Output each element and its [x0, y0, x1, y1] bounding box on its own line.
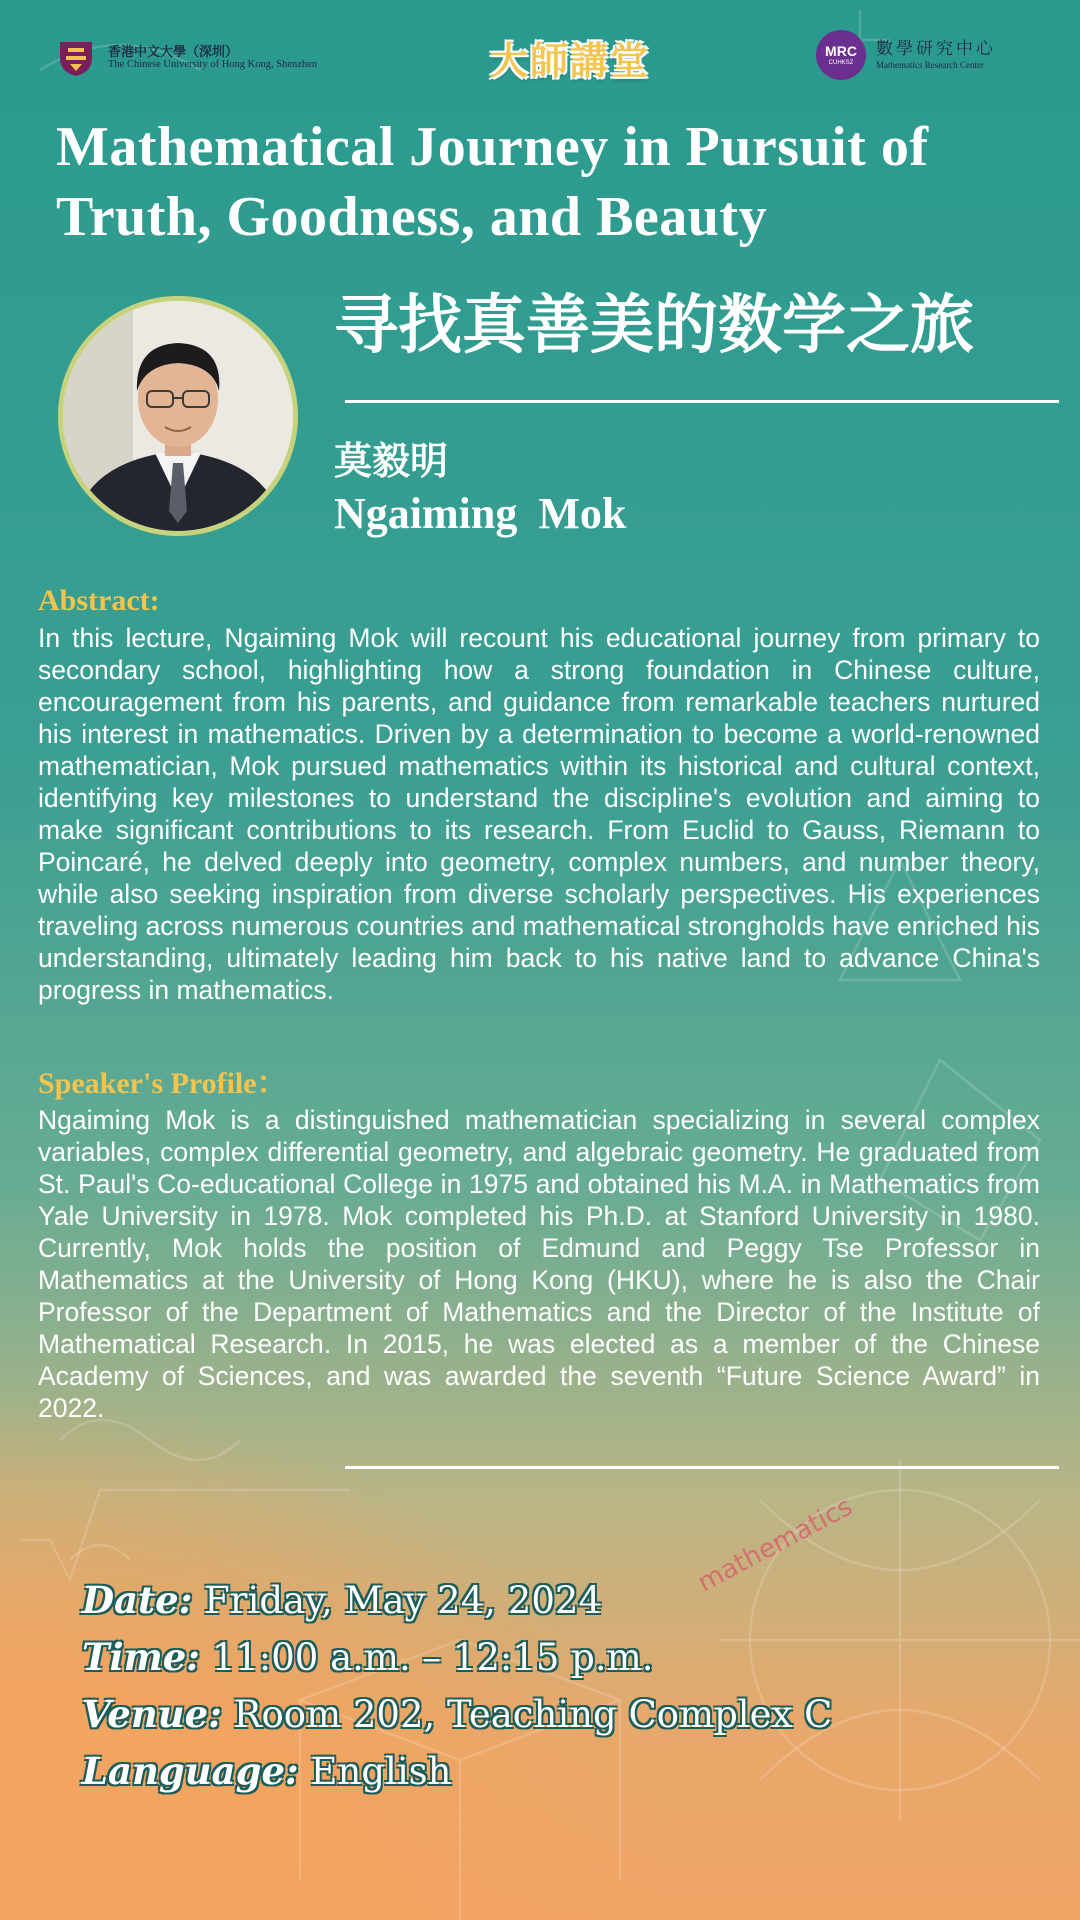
- divider-top: [345, 400, 1059, 403]
- series-logo: 大師講堂: [489, 39, 650, 83]
- venue-label: Venue:: [82, 1692, 222, 1736]
- venue-value: Room 202, Teaching Complex C: [233, 1693, 833, 1736]
- time-label: Time:: [82, 1635, 200, 1679]
- mrc-logo: [816, 30, 1046, 80]
- language-label: Language:: [82, 1749, 299, 1793]
- mrc-badge-icon: MRC CUHKSZ: [816, 30, 866, 80]
- speaker-name-en: Ngaiming Mok: [334, 489, 627, 538]
- speaker-name-cn: 莫毅明: [334, 438, 449, 483]
- event-details: [82, 1572, 832, 1800]
- date-label: Date:: [82, 1578, 193, 1622]
- lecture-title-en: Mathematical Journey in Pursuit of Truth, Goodness, and Beauty: [56, 116, 929, 248]
- math-doodle-word: mathematics: [692, 1491, 858, 1599]
- lecture-title-cn: 寻找真善美的数学之旅: [334, 288, 974, 363]
- mrc-name-cn: 數學研究中心: [876, 39, 996, 59]
- divider-bottom: [345, 1466, 1059, 1469]
- cuhk-name-en: The Chinese University of Hong Kong, Shenzhen: [108, 59, 318, 71]
- speaker-photo: [58, 296, 298, 536]
- venue-row: [82, 1686, 832, 1743]
- language-row: [82, 1743, 832, 1800]
- abstract-text: In this lecture, Ngaiming Mok will recount his educational journey from primary to secondary school, highlighting how a strong foundation in Chinese culture, encouragement from his parents, and guidance from remarkable teachers nurtured his interest in mathematics. Driven by a determination to become a world-renowned mathematician, Mok pursued mathematics within its historical and cultural context, identifying key milestones to understand the discipline's evolution and aiming to make significant contributions to its research. From Euclid to Gauss, Riemann to Poincaré, he delved deeply into geometry, complex numbers, and number theory, while also seeking inspiration from diverse scholarly perspectives. His experiences traveling across numerous countries and mathematical strongholds have enriched his understanding, ultimately leading him back to his native land to advance China's progress in mathematics.: [38, 623, 1040, 1005]
- profile-text: Ngaiming Mok is a distinguished mathematician specializing in several complex variables, complex differential geometry, and algebraic geometry. He graduated from St. Paul's Co-educational College in 1975 and obtained his M.A. in Mathematics from Yale University in 1978. Mok completed his Ph.D. at Stanford University in 1980. Currently, Mok holds the position of Edmund and Peggy Tse Professor in Mathematics at the University of Hong Kong (HKU), where he is also the Chair Professor of the Department of Mathematics and the Director of the Institute of Mathematical Research. In 2015, he was elected as a member of the Chinese Academy of Sciences, and was awarded the seventh “Future Science Award” in 2022.: [38, 1105, 1040, 1423]
- language-value: English: [310, 1750, 452, 1793]
- time-row: [82, 1629, 832, 1686]
- cuhk-crest-icon: [54, 38, 98, 78]
- profile-heading: Speaker's Profile：: [38, 1067, 287, 1100]
- cuhk-logo: [54, 36, 354, 80]
- abstract-heading: Abstract:: [38, 584, 160, 617]
- mrc-name-en: Mathematics Research Center: [876, 59, 984, 70]
- time-value: 11:00 a.m. – 12:15 p.m.: [211, 1636, 654, 1679]
- date-value: Friday, May 24, 2024: [204, 1579, 602, 1622]
- speaker-portrait-icon: [63, 301, 293, 531]
- cuhk-name-cn: 香港中文大學（深圳）: [108, 44, 239, 60]
- date-row: [82, 1572, 832, 1629]
